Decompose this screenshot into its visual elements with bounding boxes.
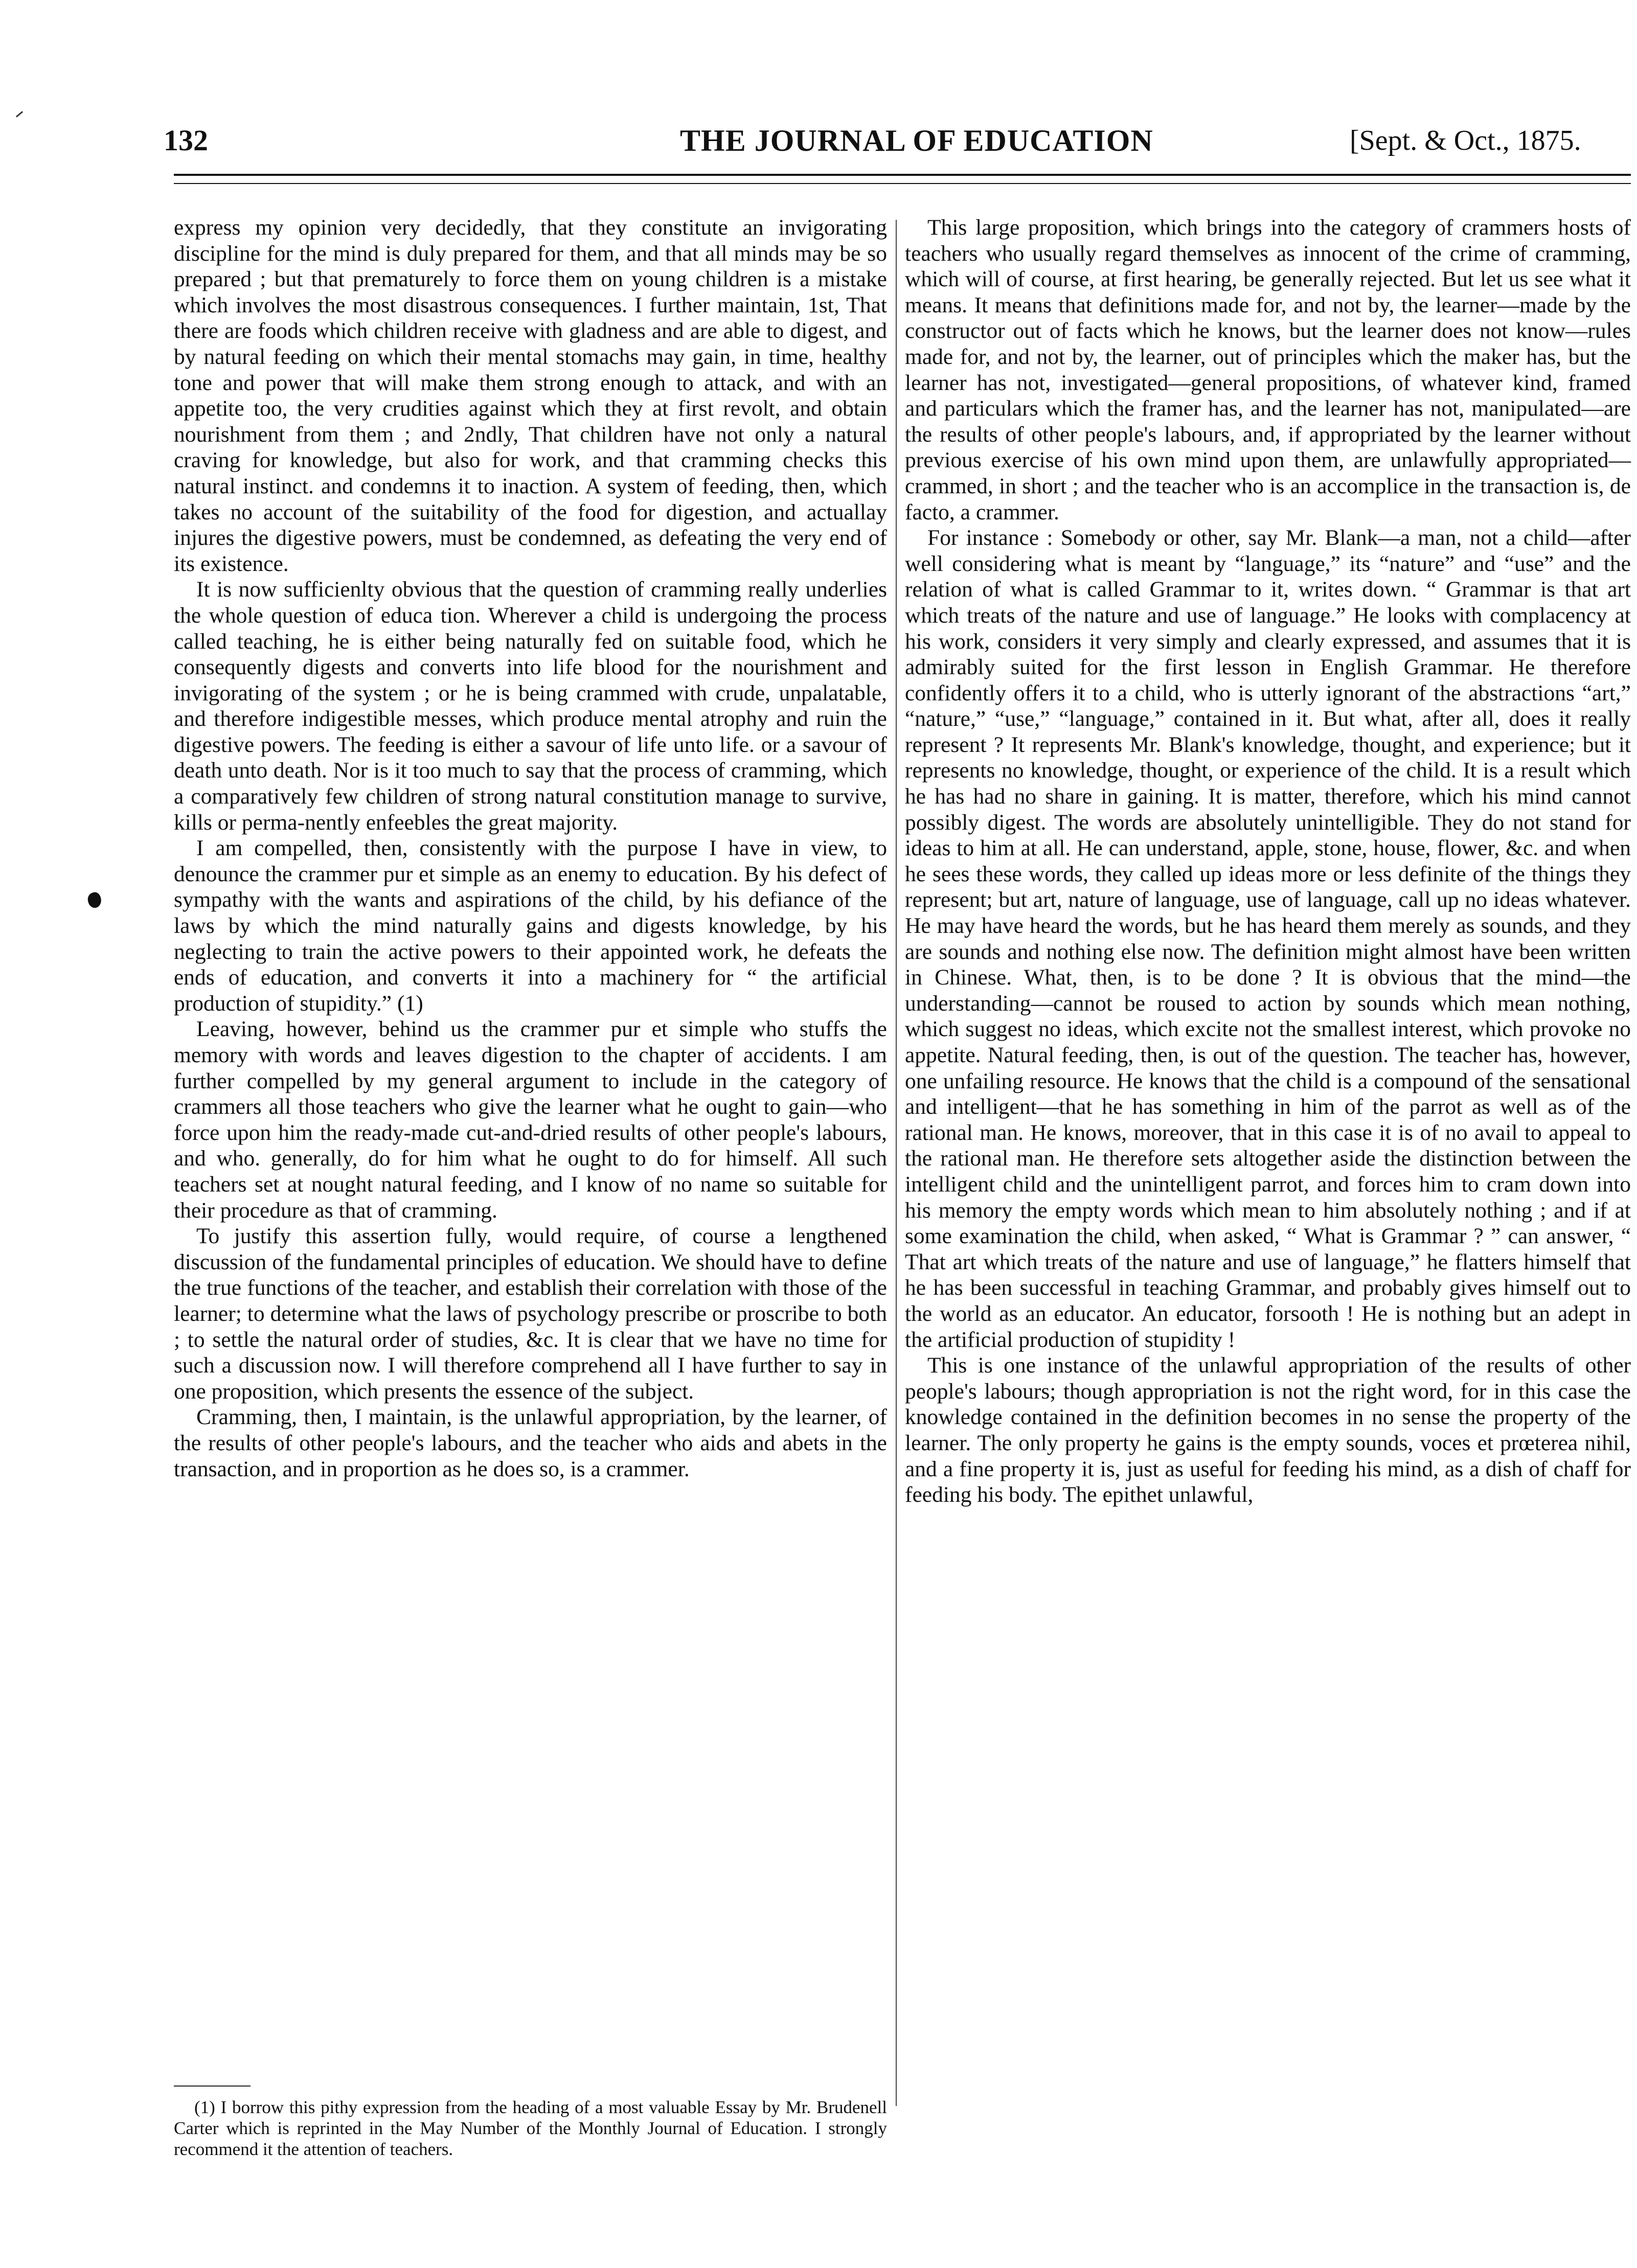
paragraph: Cramming, then, I maintain, is the unlawful appropriation, by the learner, of the results of other people's labours, and the teacher who aids and abets in the transaction, and in proportion as he does so, is a crammer.	[174, 1405, 887, 1481]
paragraph: Leaving, however, behind us the crammer pur et simple who stuffs the memory with words and leaves digestion to the chapter of accidents. I am further compelled by my general argument to include in the category of crammers all those teachers who give the learner what he ought to gain—who force upon him the ready-made cut-and-dried results of other people's labours, and who. generally, do for him what he ought to do for himself. All such teachers set at nought natural feeding, and I know of no name so suitable for their procedure as that of cramming.	[174, 1017, 887, 1223]
paragraph: This large proposition, which brings into the category of crammers hosts of teachers who usually regard themselves as innocent of the crime of cramming, which will of course, at first hearing, be generally rejected. But let us see what it means. It means that definitions made for, and not by, the learner—made by the constructor out of facts which he knows, but the learner does not know—rules made for, and not by, the learner, out of principles which the maker has, but the learner has not, investigated—general propositions, of whatever kind, framed and particulars which the framer has, and the learner has not, manipulated—are the results of other people's labours, and, if appropriated by the learner without previous exercise of his own mind upon them, are unlawfully appropriated—crammed, in short ; and the teacher who is an accomplice in the transaction is, de facto, a crammer.	[905, 215, 1631, 524]
margin-mark	[16, 111, 23, 118]
paragraph: express my opinion very decidedly, that they constitute an invigorating discipline for the mind is duly prepared for them, and that all minds may be so prepared ; but that prematurely to force them on young children is a mistake which involves the most disastrous consequences. I further maintain, 1st, That there are foods which children receive with gladness and are able to digest, and by natural feeding on which their mental stomachs may gain, in time, healthy tone and power that will make them strong enough to attack, and with an appetite too, the very crudities against which they at first revolt, and obtain nourishment from them ; and 2ndly, That children have not only a natural craving for knowledge, but also for work, and that cramming checks this natural instinct. and condemns it to inaction. A system of feeding, then, which takes no account of the suitability of the food for digestion, and actuallay injures the digestive powers, must be condemned, as defeating the very end of its existence.	[174, 215, 887, 576]
journal-title: THE JOURNAL OF EDUCATION	[680, 124, 1153, 157]
paragraph: To justify this assertion fully, would require, of course a lengthened discussion of the fundamental principles of education. We should have to define the true functions of the teacher, and establish their correlation with those of the learner; to determine what the laws of psychology prescribe or proscribe to both ; to settle the natural order of studies, &c. It is clear that we have no time for such a discussion now. I will therefore comprehend all I have further to say in one proposition, which presents the essence of the subject.	[174, 1224, 887, 1404]
footnote	[174, 2097, 887, 2160]
header-rule-thin	[174, 183, 1631, 184]
paragraph: I am compelled, then, consistently with the purpose I have in view, to denounce the crammer pur et simple as an enemy to education. By his defect of sympathy with the wants and aspirations of the child, by his defiance of the laws by which the mind naturally gains and digests knowledge, by his neglecting to train the active powers to their appointed work, he defeats the ends of education, and converts it into a machinery for “ the artificial production of stupidity.” (1)	[174, 836, 887, 1016]
paragraph: This is one instance of the unlawful appropriation of the results of other people's labours; though appropriation is not the right word, for in this case the knowledge contained in the definition becomes in no sense the property of the learner. The only property he gains is the empty sounds, voces et prœterea nihil, and a fine property it is, just as useful for feeding his mind, as a dish of chaff for feeding his body. The epithet unlawful,	[905, 1353, 1631, 1507]
page-number: 132	[164, 124, 208, 157]
ink-blot	[86, 890, 104, 909]
paragraph: It is now sufficienlty obvious that the question of cramming really underlies the whole question of educa tion. Wherever a child is undergoing the process called teaching, he is either being naturally fed on suitable food, which he consequently digests and converts into life blood for the nourishment and invigorating of the system ; or he is being crammed with crude, unpalatable, and therefore indigestible messes, which produce mental atrophy and ruin the digestive powers. The feeding is either a savour of life unto life. or a savour of death unto death. Nor is it too much to say that the process of cramming, which a comparatively few children of strong natural constitution manage to survive, kills or perma-nently enfeebles the great majority.	[174, 577, 887, 835]
running-header	[164, 118, 1636, 164]
header-rule	[174, 174, 1631, 176]
column-divider	[896, 220, 897, 2106]
right-column	[905, 215, 1631, 1508]
left-column	[174, 215, 887, 1482]
paragraph: For instance : Somebody or other, say Mr. Blank—a man, not a child—after well considering what is meant by “language,” its “nature” and “use” and the relation of what is called Grammar to it, writes down. “ Grammar is that art which treats of the nature and use of language.” He looks with complacency at his work, considers it very simply and clearly expressed, and assumes that it is admirably suited for the first lesson in English Grammar. He therefore confidently offers it to a child, who is utterly ignorant of the abstractions “art,” “nature,” “use,” “language,” contained in it. But what, after all, does it really represent ? It represents Mr. Blank's knowledge, thought, and experience; but it represents no knowledge, thought, or experience of the child. It is a result which he has had no share in gaining. It is matter, therefore, which his mind cannot possibly digest. The words are absolutely unintelligible. They do not stand for ideas to him at all. He can understand, apple, stone, house, flower, &c. and when he sees these words, they called up ideas more or less definite of the things they represent; but art, nature of language, use of language, call up no ideas whatever. He may have heard the words, but he has heard them merely as sounds, and they are sounds and nothing else now. The definition might almost have been written in Chinese. What, then, is to be done ? It is obvious that the mind—the understanding—cannot be roused to action by sounds which mean nothing, which suggest no ideas, which excite not the smallest interest, which provoke no appetite. Natural feeding, then, is out of the question. The teacher has, however, one unfailing resource. He knows that the child is a compound of the sensational and intelligent—that he has something in him of the parrot as well as of the rational man. He knows, moreover, that in this case it is of no avail to appeal to the rational man. He therefore sets altogether aside the distinction between the intelligent child and the unintelligent parrot, and forces him to cram down into his memory the empty words which mean to him absolutely nothing ; and if at some examination the child, when asked, “ What is Grammar ? ” can answer, “ That art which treats of the nature and use of language,” he flatters himself that he has been successful in teaching Grammar, and probably gives himself out to the world as an educator. An educator, forsooth ! He is nothing but an adept in the artificial production of stupidity !	[905, 525, 1631, 1352]
footnote-rule	[174, 2086, 251, 2087]
issue-date: [Sept. & Oct., 1875.	[1350, 125, 1581, 156]
footnote-text: (1) I borrow this pithy expression from the heading of a most valuable Essay by Mr. Brudenell Carter which is reprinted in the May Number of the Monthly Journal of Education. I strongly recommend it the attention of teachers.	[174, 2097, 887, 2159]
